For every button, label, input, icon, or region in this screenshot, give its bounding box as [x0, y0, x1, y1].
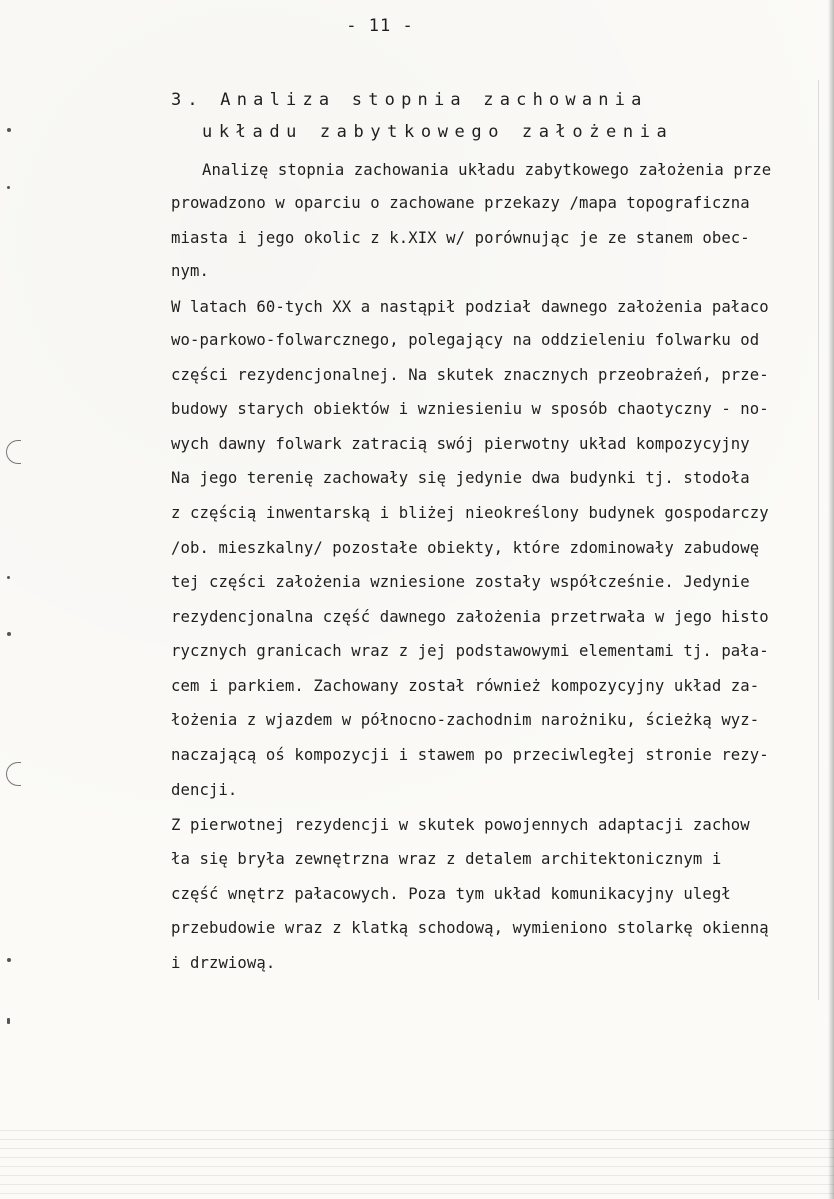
body-line: nym. [171, 262, 209, 280]
body-line: /ob. mieszkalny/ pozostałe obiekty, które zdominowały zabudowę [171, 539, 760, 557]
body-line: łożenia z wjazdem w północno-zachodnim narożniku, ścieżką wyz- [171, 711, 760, 729]
body-line: tej części założenia wzniesione zostały współcześnie. Jedynie [171, 573, 750, 591]
body-line: części rezydencjonalnej. Na skutek znacznych przeobrażeń, prze- [171, 366, 769, 384]
body-line: wych dawny folwark zatracią swój pierwotny układ kompozycyjny [171, 435, 750, 453]
body-line: rezydencjonalna część dawnego założenia przetrwała w jego histo [171, 608, 769, 626]
margin-mark [7, 576, 10, 579]
body-line: dencji. [171, 781, 238, 799]
margin-mark [7, 958, 11, 962]
body-line: Analizę stopnia zachowania układu zabytkowego założenia prze [202, 161, 772, 179]
body-line: ła się bryła zewnętrzna wraz z detalem architektonicznym i [171, 850, 722, 868]
margin-mark [7, 128, 11, 132]
body-line: Na jego terenię zachowały się jedynie dwa budynki tj. stodoła [171, 469, 750, 487]
page-edge-shadow [828, 0, 834, 1199]
body-line: przebudowie wraz z klatką schodową, wymieniono stolarkę okienną [171, 919, 769, 937]
body-line: prowadzono w oparciu o zachowane przekazy /mapa topograficzna [171, 194, 750, 212]
body-line: cem i parkiem. Zachowany został również kompozycyjny układ za- [171, 677, 760, 695]
page-number: - 11 - [346, 16, 414, 36]
section-heading-line-2: układu zabytkowego założenia [202, 122, 674, 142]
body-line: wo-parkowo-folwarcznego, polegający na oddzieleniu folwarku od [171, 331, 760, 349]
section-heading-line-1: 3. Analiza stopnia zachowania [171, 90, 648, 110]
body-line: z częścią inwentarską i bliżej nieokreślony budynek gospodarczy [171, 504, 769, 522]
body-line: W latach 60-tych XX a nastąpił podział dawnego założenia pałaco [171, 298, 769, 316]
body-line: naczającą oś kompozycji i stawem po przeciwległej stronie rezy- [171, 746, 769, 764]
margin-rule [818, 80, 819, 1000]
body-line: budowy starych obiektów i wzniesieniu w sposób chaotyczny - no- [171, 400, 769, 418]
margin-mark [7, 632, 11, 636]
punch-hole-mark [6, 440, 21, 464]
scan-artifact-lines [0, 1130, 834, 1199]
body-line: rycznych granicach wraz z jej podstawowymi elementami tj. pała- [171, 642, 769, 660]
body-line: część wnętrz pałacowych. Poza tym układ komunikacyjny uległ [171, 885, 731, 903]
body-line: i drzwiową. [171, 954, 276, 972]
punch-hole-mark [6, 762, 21, 786]
body-line: miasta i jego okolic z k.XIX w/ porównując je ze stanem obec- [171, 229, 750, 247]
margin-mark [7, 1018, 10, 1024]
body-line: Z pierwotnej rezydencji w skutek powojennych adaptacji zachow [171, 816, 750, 834]
margin-mark [7, 186, 10, 189]
